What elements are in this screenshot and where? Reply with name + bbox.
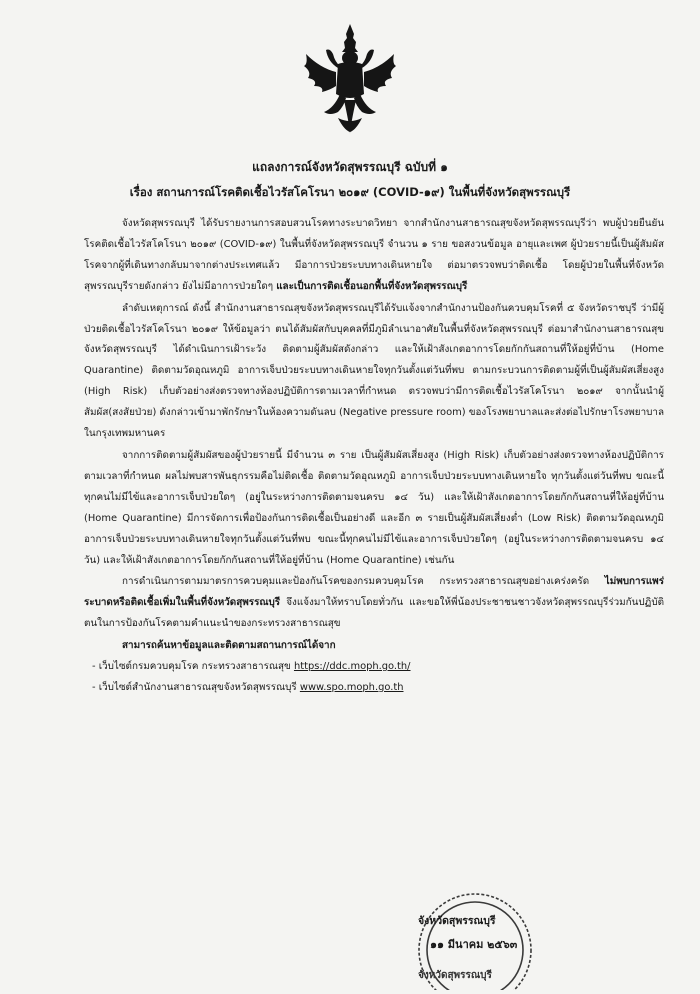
paragraph-3: จากการติดตามผู้สัมผัสของผู้ป่วยรายนี้ มีจำนวน ๓ ราย เป็นผู้สัมผัสเสี่ยงสูง (High Risk) เก็บตัวอย่างส่งตรวจทางห้องปฏิบัติการตามเวลาที่กำหนด ผลไม่พบสารพันธุกรรมคือไม่ติดเชื้อ ติดตามวัดอุณหภูมิ อาการเจ็บป่วยระบบทางเดินหายใจ ทุกวันตั้งแต่วันที่พบ ขณะนี้ทุกคนไม่มีไข้และอาการเจ็บป่วยใดๆ (อยู่ในระหว่างการติดตามจนครบ ๑๔ วัน) และให้เฝ้าสังเกตอาการโดยกักกันสถานที่ให้อยู่ที่บ้าน (Home Quarantine) มีการจัดการเพื่อป้องกันการติดเชื้อเป็นอย่างดี และอีก ๓ รายเป็นผู้สัมผัสเสี่ยงต่ำ (Low Risk) ติดตามวัดอุณหภูมิ อาการเจ็บป่วยระบบทางเดินหายใจทุกวันตั้งแต่วันที่พบ ขณะนี้ทุกคนไม่มีไข้และอาการเจ็บป่วยใดๆ (อยู่ในระหว่างการติดตามจนครบ ๑๔ วัน) และให้เฝ้าสังเกตอาการโดยกักกันสถานที่ให้อยู่ที่บ้าน (Home Quarantine) เช่นกัน [84,449,664,566]
paragraph-1 [84,214,664,298]
stamp-date: ๑๑ มีนาคม ๒๕๖๓ [430,938,518,951]
source-link-ddc [92,657,664,678]
paragraph-4-emphasis: ไม่พบการแพร่ระบาดหรือติดเชื้อเพิ่มในพื้นที่จังหวัดสุพรรณบุรี [84,576,664,609]
announcement-title: แถลงการณ์จังหวัดสุพรรณบุรี ฉบับที่ ๑ [252,160,448,174]
source-link-spo-label: - เว็บไซต์สำนักงานสาธารณสุขจังหวัดสุพรรณบุรี [92,681,297,693]
source-link-ddc-label: - เว็บไซต์กรมควบคุมโรค กระทรวงสาธารณสุข [92,661,291,673]
announcement-body [84,214,664,699]
announcement-subject: เรื่อง สถานการณ์โรคติดเชื้อไวรัสโคโรนา ๒๐๑๙ (COVID-๑๙) ในพื้นที่จังหวัดสุพรรณบุรี [129,185,571,199]
sources-heading: สามารถค้นหาข้อมูลและติดตามสถานการณ์ได้จาก [122,640,336,652]
paragraph-4 [84,572,664,635]
source-link-ddc-url[interactable]: https://ddc.moph.go.th/ [293,661,411,673]
paragraph-1-text: จังหวัดสุพรรณบุรี ได้รับรายงานการสอบสวนโรคทางระบาดวิทยา จากสำนักงานสาธารณสุขจังหวัดสุพรรณบุรีว่า พบผู้ป่วยยืนยันโรคติดเชื้อไวรัสโคโรนา ๒๐๑๙ (COVID-๑๙) ในพื้นที่จังหวัดสุพรรณบุรี จำนวน ๑ ราย ขอสงวนข้อมูล อายุและเพศ ผู้ป่วยรายนี้เป็นผู้สัมผัสโรคจากผู้ที่เดินทางกลับมาจากต่างประเทศแล้ว มีอาการป่วยระบบทางเดินหายใจ ต่อมาตรวจพบว่าติดเชื้อ โดยผู้ป่วยในพื้นที่จังหวัดสุพรรณบุรีรายดังกล่าว ยังไม่มีอาการป่วยใดๆ [84,218,664,292]
source-link-spo-url[interactable]: www.spo.moph.go.th [299,681,404,693]
paragraph-2: ลำดับเหตุการณ์ ดังนี้ สำนักงานสาธารณสุขจังหวัดสุพรรณบุรีได้รับแจ้งจากสำนักงานป้องกันควบคุมโรคที่ ๕ จังหวัดราชบุรี ว่ามีผู้ป่วยติดเชื้อไวรัสโคโรนา ๒๐๑๙ ให้ข้อมูลว่า ตนได้สัมผัสกับบุคคลที่มีภูมิลำเนาอาศัยในพื้นที่จังหวัดสุพรรณบุรี ต่อมาสำนักงานสาธารณสุขจังหวัดสุพรรณบุรี ได้ดำเนินการเฝ้าระวัง ติดตามผู้สัมผัสดังกล่าว และให้เฝ้าสังเกตอาการโดยกักกันสถานที่ให้อยู่ที่บ้าน (Home Quarantine) ติดตามวัดอุณหภูมิ อาการเจ็บป่วยระบบทางเดินหายใจทุกวันตั้งแต่วันที่พบ ตามกระบวนการติดตามผู้ที่เป็นผู้สัมผัสเสี่ยงสูง (High Risk) เก็บตัวอย่างส่งตรวจทางห้องปฏิบัติการตามเวลาที่กำหนด ตรวจพบว่ามีการติดเชื้อไวรัสโคโรนา ๒๐๑๙ จากนั้นนำผู้สัมผัส(สงสัยป่วย) ดังกล่าวเข้ามาพักรักษาในห้องความดันลบ (Negative pressure room) ของโรงพยาบาลและส่งต่อไปรักษาโรงพยาบาลในกรุงเทพมหานคร [84,302,664,440]
stamp-seal-text: จังหวัดสุพรรณบุรี [418,970,492,981]
paragraph-4-text-c: จึงแจ้งมาให้ทราบโดยทั่วกัน และขอให้พี่น้องประชาชนชาวจังหวัดสุพรรณบุรีร่วมกันปฏิบัติตนในการป้องกันโรคตามคำแนะนำของกระทรวงสาธารณสุข [84,597,664,630]
source-link-spo [92,678,664,699]
paragraph-4-text-a: การดำเนินการตามมาตรการควบคุมและป้องกันโรคของกรมควบคุมโรค กระทรวงสาธารณสุขอย่างเคร่งครัด [122,576,590,588]
garuda-emblem-icon [300,24,400,136]
stamp-province: จังหวัดสุพรรณบุรี [418,915,496,927]
paragraph-1-emphasis: และเป็นการติดเชื้อนอกพื้นที่จังหวัดสุพรรณบุรี [276,280,468,292]
